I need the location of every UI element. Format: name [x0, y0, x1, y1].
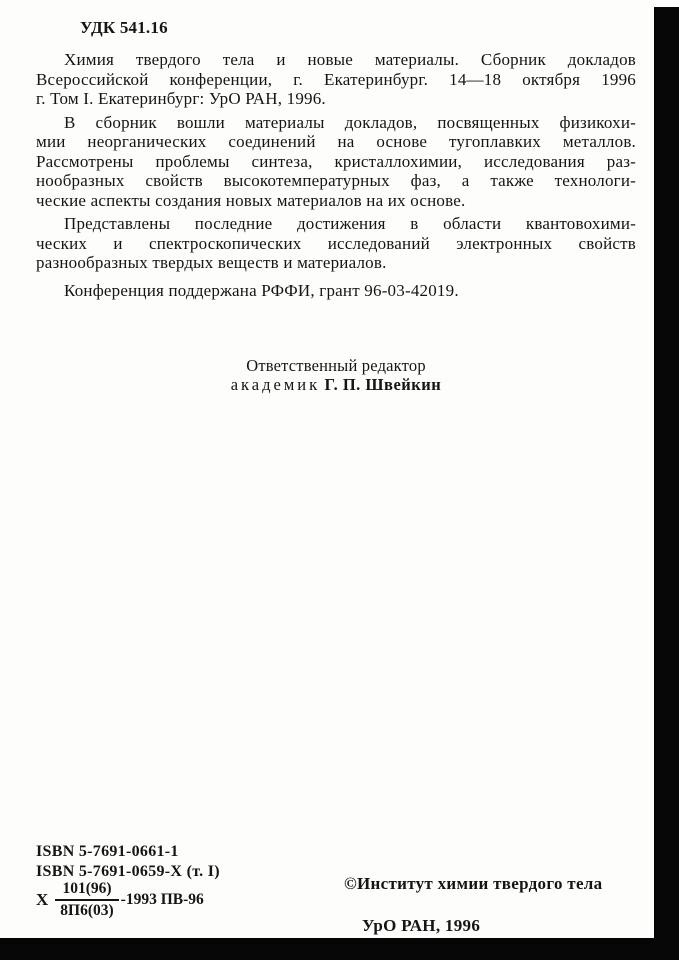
catalog-numerator: 101(96) [55, 880, 118, 901]
editor-rank: академик [230, 375, 321, 394]
catalog-prefix: Х [36, 890, 49, 909]
text-line: Представлены последние достижения в области квантовохими- [64, 214, 636, 233]
editor-name: Г. П. Швейкин [324, 375, 442, 394]
udk-number: УДК 541.16 [80, 18, 168, 37]
scan-edge-right [654, 7, 679, 960]
text-line: г. Том I. Екатеринбург: УрО РАН, 1996. [36, 89, 326, 108]
editor-name-line [36, 375, 636, 394]
text-line: ческих и спектроскопических исследований электронных свойств [36, 233, 636, 253]
copyright-line-2: УрО РАН, 1996 [362, 916, 481, 935]
editor-block [36, 356, 636, 394]
text-line: Рассмотрены проблемы синтеза, кристаллохимии, исследования раз- [36, 151, 636, 171]
catalog-fraction [55, 880, 118, 920]
isbn-line-1: ISBN 5-7691-0661-1 [36, 843, 179, 860]
text-line: Всероссийской конференции, г. Екатеринбург. 14—18 октября 1996 [36, 69, 636, 89]
scan-edge-bottom [0, 938, 679, 960]
annotation-block [36, 18, 636, 394]
catalog-suffix: -1993 ПВ-96 [120, 891, 204, 908]
catalog-denominator: 8П6(03) [60, 902, 114, 919]
text-line: ческие аспекты создания новых материалов на их основе. [36, 190, 466, 210]
text-line: Конференция поддержана РФФИ, грант 96-03-42019. [64, 280, 459, 300]
text-line: В сборник вошли материалы докладов, посвященных физикохи- [64, 112, 636, 132]
text-line: Химия твердого тела и новые материалы. Сборник докладов [64, 50, 636, 69]
copyright-line-1: ©Институт химии твердого тела [344, 874, 603, 893]
text-line: мии неорганических соединений на основе тугоплавких металлов. [36, 132, 636, 151]
text-line: разнообразных твердых веществ и материалов. [36, 253, 387, 272]
catalog-code [36, 880, 204, 920]
editor-role-label: Ответственный редактор [246, 356, 426, 375]
bibliographic-description [36, 50, 636, 109]
abstract-paragraph-1 [36, 113, 636, 211]
isbn-line-2: ISBN 5-7691-0659-X (т. I) [36, 863, 220, 880]
abstract-paragraph-2 [36, 214, 636, 273]
text-line: нообразных свойств высокотемпературных фаз, а также технологи- [36, 171, 636, 190]
grant-note [36, 281, 636, 301]
